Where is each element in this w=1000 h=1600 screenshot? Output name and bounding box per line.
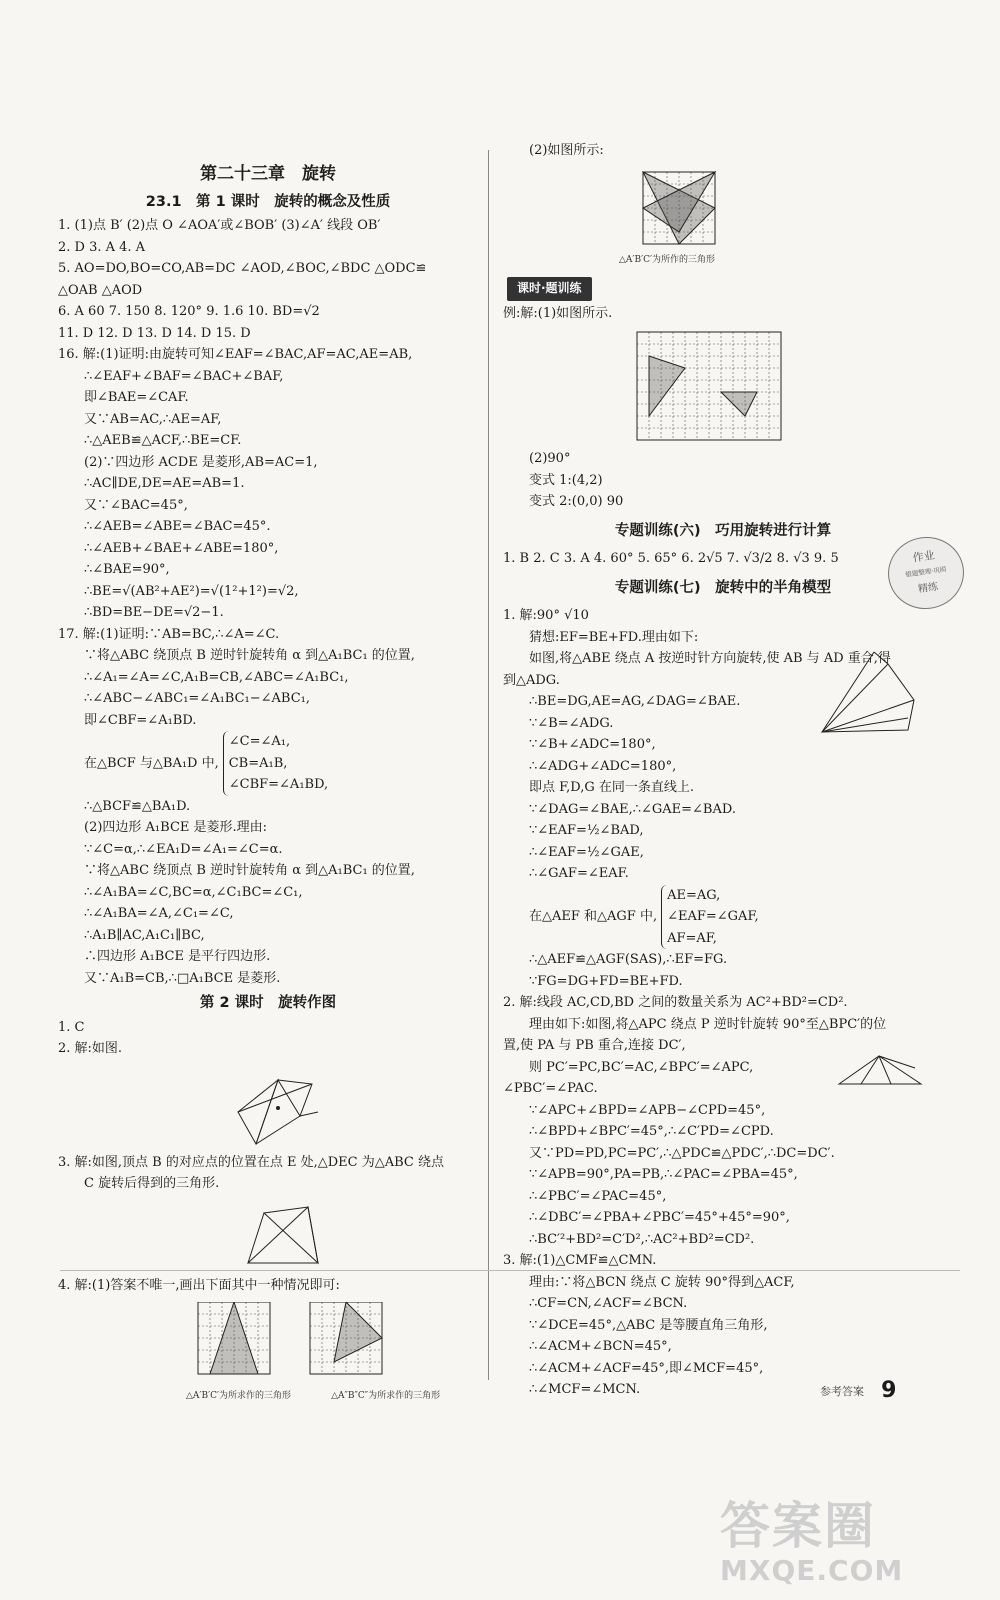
answer-line: ∴∠MCF=∠MCN.	[529, 1382, 641, 1397]
caption: △A′B′C′为所求作的三角形	[186, 1391, 292, 1401]
left-answers-a	[58, 215, 478, 731]
q4-captions	[58, 1386, 478, 1408]
answer-line: 猜想:EF=BE+FD.理由如下:	[529, 629, 699, 645]
answer-line: 则 PC′=PC,BC′=AC,∠BPC′=∠APC,	[529, 1059, 754, 1075]
answer-line: ∴∠BAE=90°,	[84, 562, 170, 577]
answer-line: ∵∠DAG=∠BAE,∴∠GAE=∠BAD.	[529, 801, 736, 817]
answer-line: ∴BE=DG,AE=AG,∠DAG=∠BAE.	[529, 694, 741, 709]
answer-line: ∴BE=√(AB²+AE²)=√(1²+1²)=√2,	[84, 583, 299, 599]
answer-line: ∴∠ABC−∠ABC₁=∠A₁BC₁−∠ABC₁,	[84, 691, 311, 706]
left-answers-c	[58, 1017, 478, 1060]
answer-line: ∴∠A₁BA=∠C,BC=α,∠C₁BC=∠C₁,	[84, 884, 303, 900]
answer-line: 即∠CBF=∠A₁BD.	[84, 712, 197, 728]
right-column	[503, 140, 943, 1401]
rotation-figure-q2	[58, 1066, 478, 1146]
answer-line: 11. D 12. D 13. D 14. D 15. D	[58, 325, 251, 341]
answer-line: ∴AC∥DE,DE=AE=AB=1.	[84, 476, 245, 491]
brace-line: AF=AF,	[667, 930, 717, 946]
answer-line: ∴A₁B∥AC,A₁C₁∥BC,	[84, 927, 205, 943]
brace-line: ∠C=∠A₁,	[228, 734, 291, 749]
answer-line: ∵∠B=∠ADG.	[529, 715, 614, 731]
watermark-logo	[720, 1498, 985, 1598]
answer-line: 置,使 PA 与 PB 重合,连接 DC′,	[503, 1038, 686, 1053]
answer-line: ∵FG=DG+FD=BE+FD.	[529, 973, 683, 989]
answer-line: ∴∠GAF=∠EAF.	[529, 866, 629, 881]
answer-line: ∴∠A₁BA=∠A,∠C₁=∠C,	[84, 906, 234, 921]
brace-line: CB=A₁B,	[228, 755, 288, 771]
chapter-title: 第二十三章 旋转	[200, 164, 336, 184]
footer-label: 参考答案	[820, 1385, 864, 1398]
answer-line: ∴∠ACM+∠BCN=45°,	[529, 1339, 672, 1354]
answer-line: 变式 1:(4,2)	[529, 472, 603, 488]
answer-line: ∴∠ACM+∠ACF=45°,即∠MCF=45°,	[529, 1360, 764, 1376]
answer-line: ∴CF=CN,∠ACF=∠BCN.	[529, 1296, 688, 1311]
right-answers-b	[503, 605, 943, 885]
answer-line: ∴∠A₁=∠A=∠C,A₁B=CB,∠ABC=∠A₁BC₁,	[84, 669, 349, 685]
answer-line: ∵∠C=α,∴∠EA₁D=∠A₁=∠C=α.	[84, 841, 283, 857]
answer-line: (2)90°	[529, 451, 571, 466]
quadrilateral-figure	[818, 648, 928, 742]
answer-line: 2. 解:如图.	[58, 1041, 123, 1056]
answer-line: 又∵AB=AC,∴AE=AF,	[84, 411, 222, 427]
answer-line: 又∵∠BAC=45°,	[84, 497, 188, 513]
brace-line: ∠CBF=∠A₁BD,	[228, 777, 329, 792]
answer-line: ∵将△ABC 绕顶点 B 逆时针旋转角 α 到△A₁BC₁ 的位置,	[84, 863, 415, 878]
answer-line: ∠PBC′=∠PAC.	[503, 1081, 598, 1096]
answer-line: ∴△BCF≌△BA₁D.	[84, 798, 191, 814]
answer-line: 理由:∵将△BCN 绕点 C 旋转 90°得到△ACF,	[529, 1274, 795, 1290]
answer-line: ∴∠ADG+∠ADC=180°,	[529, 758, 677, 774]
special7-title: 专题训练(七) 旋转中的半角模型	[614, 579, 832, 596]
answer-line: ∵∠APB=90°,PA=PB,∴∠PAC=∠PBA=45°,	[529, 1167, 798, 1182]
answer-line: 即点 F,D,G 在同一条直线上.	[529, 780, 695, 795]
brace-intro: 在△BCF 与△BA₁D 中,	[84, 755, 219, 771]
answer-line: 1. 解:90° √10	[503, 608, 589, 623]
section-badge: 课时·题训练	[507, 277, 592, 301]
answer-line: ∴四边形 A₁BCE 是平行四边形.	[84, 949, 271, 964]
left-column	[58, 160, 478, 1408]
answer-line: 2. 解:线段 AC,CD,BD 之间的数量关系为 AC²+BD²=CD².	[503, 995, 848, 1010]
answer-line: 2. D 3. A 4. A	[58, 239, 146, 255]
answer-line: 即∠BAE=∠CAF.	[84, 390, 189, 405]
answer-line: (2)如图所示:	[529, 143, 604, 158]
answer-line: ∴BC′²+BD²=C′D²,∴AC²+BD²=CD².	[529, 1231, 755, 1247]
answer-line: ∴∠DBC′=∠PBA+∠PBC′=45°+45°=90°,	[529, 1210, 790, 1225]
answer-line: ∵∠DCE=45°,△ABC 是等腰直角三角形,	[529, 1317, 768, 1333]
caption: △A″B″C″为所求作的三角形	[331, 1391, 441, 1401]
brace-intro: 在△AEF 和△AGF 中,	[529, 909, 658, 924]
answer-line: ∴∠BPD+∠BPC′=45°,∴∠C′PD=∠CPD.	[529, 1124, 774, 1139]
watermark-url: MXQE.COM	[720, 1554, 904, 1587]
answer-line: 1. (1)点 B′ (2)点 O ∠AOA′或∠BOB′ (3)∠A′ 线段 OB′	[58, 218, 381, 233]
brace-block-right	[503, 885, 943, 950]
page-footer	[820, 1378, 896, 1403]
answer-line: ∴∠AEB+∠BAE+∠ABE=180°,	[84, 540, 279, 556]
answer-line: ∴△AEF≌△AGF(SAS),∴EF=FG.	[529, 952, 728, 967]
stamp-text: 精练	[917, 581, 939, 596]
column-divider	[488, 150, 489, 1380]
answer-line: 到△ADG.	[503, 672, 560, 688]
answer-line: 16. 解:(1)证明:由旋转可知∠EAF=∠BAC,AF=AC,AE=AB,	[58, 347, 413, 362]
stamp-text: 错题整理·巩固	[904, 565, 947, 579]
answer-line: ∴BD=BE−DE=√2−1.	[84, 605, 224, 620]
watermark-text: 答案圈	[720, 1497, 876, 1555]
answer-line: ∴∠EAF=½∠GAE,	[529, 844, 644, 860]
answer-line: 3. 解:(1)△CMF≌△CMN.	[503, 1253, 657, 1268]
answer-line: △OAB △AOD	[58, 282, 143, 298]
grid-figure-top	[503, 168, 943, 250]
answer-line: 1. C	[58, 1019, 85, 1035]
left-answers-b	[58, 796, 478, 990]
brace-line: AE=AG,	[667, 887, 721, 903]
answer-line: 理由如下:如图,将△APC 绕点 P 逆时针旋转 90°至△BPC′的位	[529, 1016, 887, 1032]
answer-line: 17. 解:(1)证明:∵AB=BC,∴∠A=∠C.	[58, 626, 280, 642]
brace-block-left	[58, 731, 478, 796]
brace-group	[661, 885, 758, 950]
answer-line: ∴∠PBC′=∠PAC=45°,	[529, 1188, 667, 1204]
section1-title: 23.1 第 1 课时 旋转的概念及性质	[145, 193, 391, 210]
section2-title: 第 2 课时 旋转作图	[199, 995, 337, 1011]
answer-line: ∵∠B+∠ADC=180°,	[529, 737, 656, 752]
answer-line: ∴∠EAF+∠BAF=∠BAC+∠BAF,	[84, 368, 284, 384]
answer-line: 如图,将△ABE 绕点 A 按逆时针方向旋转,使 AB 与 AD 重合,得	[529, 651, 891, 666]
right-answers-c	[503, 949, 943, 1401]
q3-text-cont: C 旋转后得到的三角形.	[84, 1176, 220, 1191]
answer-line: (2)∵四边形 ACDE 是菱形,AB=AC=1,	[84, 454, 318, 470]
brace-group	[223, 731, 328, 796]
rotation-figure-q3	[58, 1201, 478, 1269]
caption: △A′B′C′为所作的三角形	[619, 254, 716, 265]
brace-line: ∠EAF=∠GAF,	[667, 909, 759, 924]
answer-line: ∵∠APC+∠BPD=∠APB−∠CPD=45°,	[529, 1102, 766, 1118]
answer-line: 又∵PD=PD,PC=PC′,∴△PDC≌△PDC′,∴DC=DC′.	[529, 1145, 835, 1161]
stamp-text: 作业	[911, 548, 936, 565]
q4-text: 4. 解:(1)答案不唯一,画出下面其中一种情况即可:	[58, 1277, 340, 1293]
answer-line: ∵将△ABC 绕顶点 B 逆时针旋转角 α 到△A₁BC₁ 的位置,	[84, 648, 415, 663]
answer-line: 变式 2:(0,0) 90	[529, 494, 624, 509]
special6-answers: 1. B 2. C 3. A 4. 60° 5. 65° 6. 2√5 7. √3/2 8. √3 9. 5	[503, 551, 839, 566]
page-number: 9	[881, 1378, 897, 1403]
answer-line: ∴∠AEB=∠ABE=∠BAC=45°.	[84, 519, 271, 534]
answer-line: ∵∠EAF=½∠BAD,	[529, 823, 644, 838]
q3-text: 3. 解:如图,顶点 B 的对应点的位置在点 E 处,△DEC 为△ABC 绕点	[58, 1154, 445, 1170]
example-line: 例:解:(1)如图所示.	[503, 305, 613, 321]
right-answers-a	[503, 448, 943, 513]
special6-title: 专题训练(六) 巧用旋转进行计算	[614, 522, 832, 539]
answer-line: 6. A 60 7. 150 8. 120° 9. 1.6 10. BD=√2	[58, 304, 320, 319]
answer-line: (2)四边形 A₁BCE 是菱形.理由:	[84, 820, 268, 835]
triangle-figure	[835, 1052, 925, 1102]
answer-line: 又∵A₁B=CB,∴□A₁BCE 是菱形.	[84, 970, 281, 986]
grid-figures-q4	[58, 1302, 478, 1384]
grid-figure-example	[503, 330, 943, 442]
answer-line: 5. AO=DO,BO=CO,AB=DC ∠AOD,∠BOC,∠BDC △ODC≌	[58, 261, 427, 276]
answer-line: ∴△AEB≌△ACF,∴BE=CF.	[84, 433, 242, 448]
